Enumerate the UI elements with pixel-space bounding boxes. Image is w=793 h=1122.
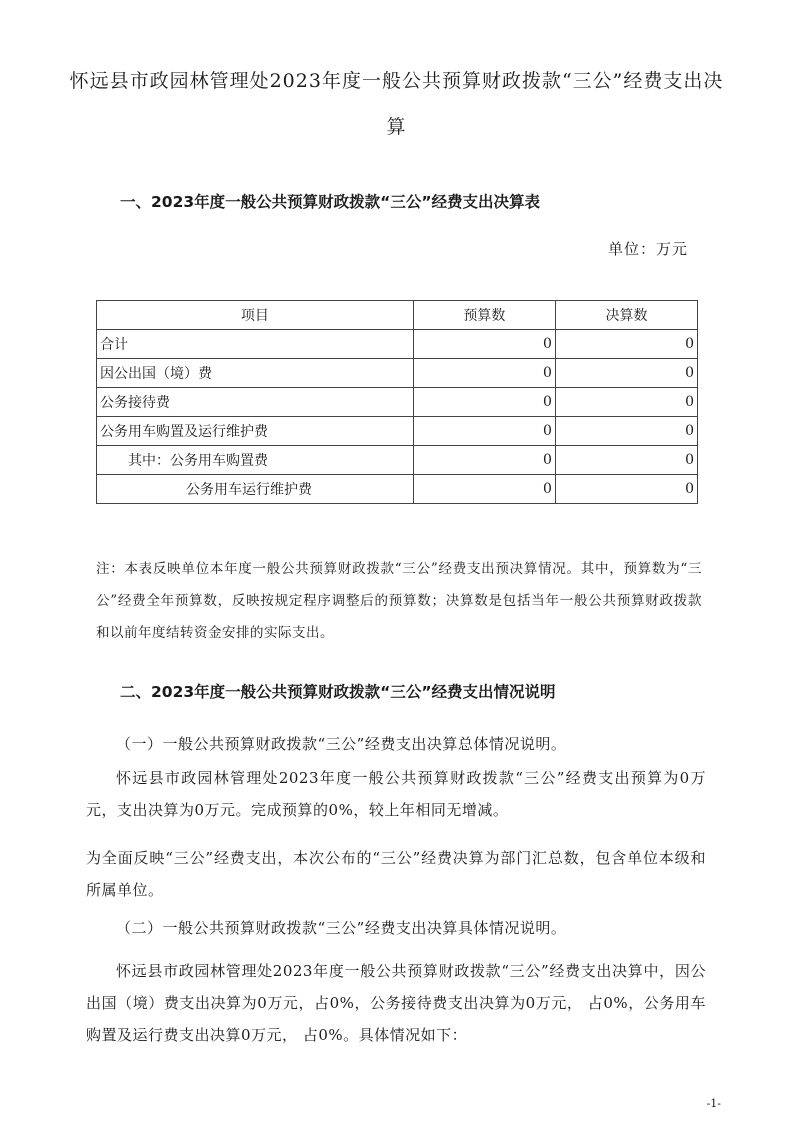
subheading-detail: （二）一般公共预算财政拨款“三公”经费支出决算具体情况说明。 xyxy=(116,919,567,937)
section-heading-table: 一、2023年度一般公共预算财政拨款“三公”经费支出决算表 xyxy=(120,193,541,211)
row-final: 0 xyxy=(555,388,697,417)
row-label-vehicle-operation: 公务用车运行维护费 xyxy=(97,475,414,504)
paragraph-detail: 怀远县市政园林管理处2023年度一般公共预算财政拨款“三公”经费支出决算中，因公出国（境）费支出决算为0万元，占0%，公务接待费支出决算为0万元， 占0%，公务用车购置及运行费支出决算0万元， 占0%。具体情况如下： xyxy=(86,962,706,1044)
table-row xyxy=(97,330,698,359)
header-budget: 预算数 xyxy=(413,301,555,330)
subheading-overall: （一）一般公共预算财政拨款“三公”经费支出决算总体情况说明。 xyxy=(116,735,567,753)
row-final: 0 xyxy=(555,417,697,446)
header-final: 决算数 xyxy=(555,301,697,330)
row-label-overseas: 因公出国（境）费 xyxy=(97,359,414,388)
row-final: 0 xyxy=(555,475,697,504)
row-budget: 0 xyxy=(413,446,555,475)
table-row xyxy=(97,475,698,504)
table-row xyxy=(97,388,698,417)
row-label-vehicle-purchase: 其中：公务用车购置费 xyxy=(97,446,414,475)
section-heading-explanation: 二、2023年度一般公共预算财政拨款“三公”经费支出情况说明 xyxy=(120,683,556,701)
table-note: 注：本表反映单位本年度一般公共预算财政拨款“三公”经费支出预决算情况。其中，预算数为“三公”经费全年预算数，反映按规定程序调整后的预算数；决算数是包括当年一般公共预算财政拨款和以前年度结转资金安排的实际支出。 xyxy=(96,561,702,641)
header-item: 项目 xyxy=(97,301,414,330)
paragraph-overall: 怀远县市政园林管理处2023年度一般公共预算财政拨款“三公”经费支出预算为0万元，支出决算为0万元。完成预算的0%，较上年相同无增减。 xyxy=(86,769,706,819)
row-final: 0 xyxy=(555,446,697,475)
row-budget: 0 xyxy=(413,475,555,504)
row-budget: 0 xyxy=(413,417,555,446)
row-budget: 0 xyxy=(413,388,555,417)
row-label-total: 合计 xyxy=(97,330,414,359)
table-row xyxy=(97,446,698,475)
table-row xyxy=(97,359,698,388)
document-title: 怀远县市政园林管理处2023年度一般公共预算财政拨款“三公”经费支出决算 xyxy=(69,70,724,138)
table-header-row xyxy=(97,301,698,330)
paragraph-scope: 为全面反映“三公”经费支出，本次公布的“三公”经费决算为部门汇总数，包含单位本级和所属单位。 xyxy=(86,849,706,899)
row-budget: 0 xyxy=(413,330,555,359)
row-budget: 0 xyxy=(413,359,555,388)
table-row xyxy=(97,417,698,446)
three-public-expenses-table xyxy=(96,300,698,504)
unit-label: 单位：万元 xyxy=(607,240,688,258)
row-final: 0 xyxy=(555,359,697,388)
page-number: -1- xyxy=(706,1097,721,1110)
row-label-reception: 公务接待费 xyxy=(97,388,414,417)
row-label-vehicles: 公务用车购置及运行维护费 xyxy=(97,417,414,446)
row-final: 0 xyxy=(555,330,697,359)
